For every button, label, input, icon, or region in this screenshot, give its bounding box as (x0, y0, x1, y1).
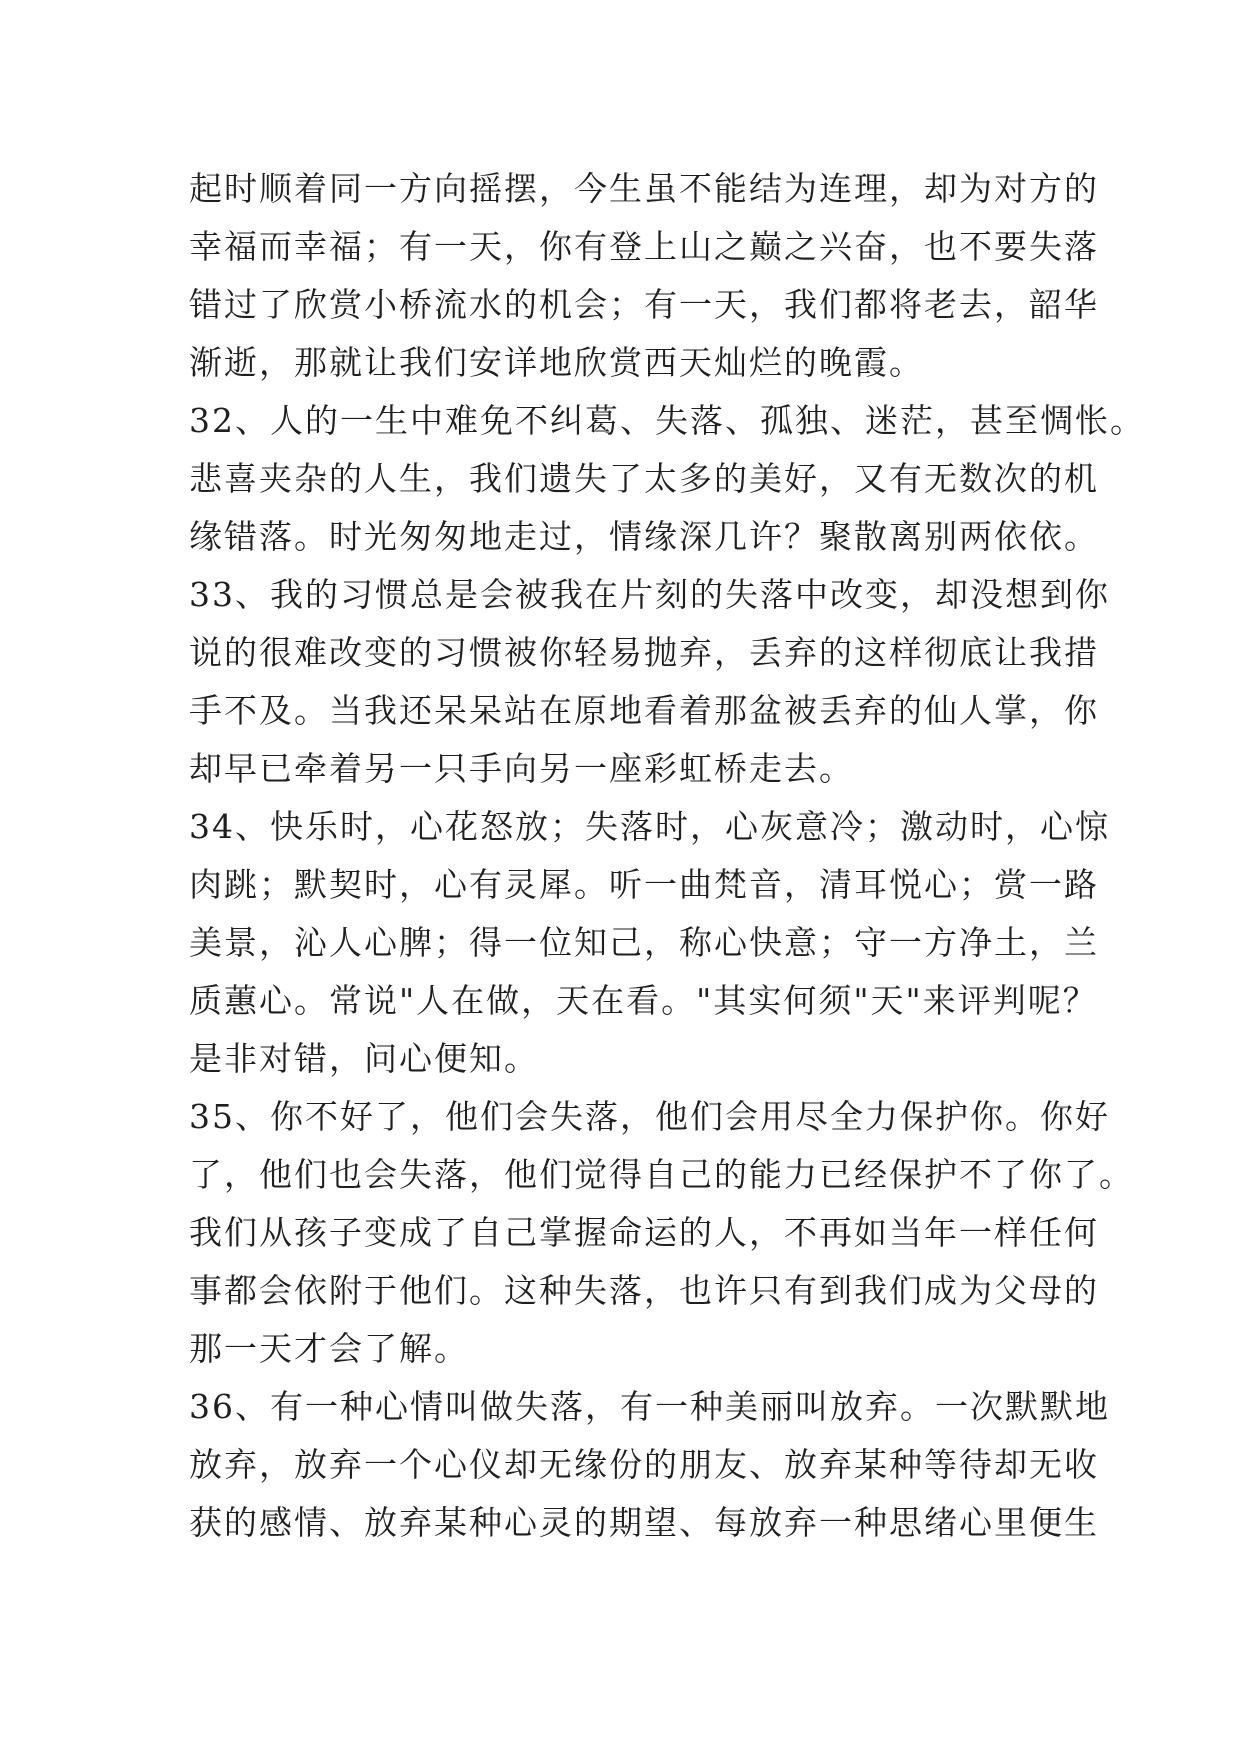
text-line: 那一天才会了解。 (189, 1329, 469, 1368)
text-line: 是非对错，问心便知。 (189, 1039, 539, 1078)
text-line: 32、人的一生中难免不纠葛、失落、孤独、迷茫，甚至惆怅。 (189, 401, 1145, 440)
text-line: 说的很难改变的习惯被你轻易抛弃，丢弃的这样彻底让我措 (189, 633, 1099, 672)
text-line: 却早已牵着另一只手向另一座彩虹桥走去。 (189, 749, 854, 788)
text-line: 获的感情、放弃某种心灵的期望、每放弃一种思绪心里便生 (189, 1503, 1099, 1542)
text-line: 34、快乐时，心花怒放；失落时，心灰意冷；激动时，心惊 (189, 807, 1110, 846)
text-line: 质蕙心。常说"人在做，天在看。"其实何须"天"来评判呢？ (189, 981, 1098, 1020)
text-line: 美景，沁人心脾；得一位知己，称心快意；守一方净土，兰 (189, 923, 1099, 962)
text-line: 我们从孩子变成了自己掌握命运的人，不再如当年一样任何 (189, 1213, 1099, 1252)
text-line: 放弃，放弃一个心仪却无缘份的朋友、放弃某种等待却无收 (189, 1445, 1099, 1484)
text-line: 错过了欣赏小桥流水的机会；有一天，我们都将老去，韶华 (189, 285, 1099, 324)
document-body (189, 160, 1145, 1552)
text-line: 缘错落。时光匆匆地走过，情缘深几许？聚散离别两依依。 (189, 517, 1099, 556)
text-line: 幸福而幸福；有一天，你有登上山之巅之兴奋，也不要失落 (189, 227, 1099, 266)
text-line: 悲喜夹杂的人生，我们遗失了太多的美好，又有无数次的机 (189, 459, 1099, 498)
text-line: 36、有一种心情叫做失落，有一种美丽叫放弃。一次默默地 (189, 1387, 1110, 1426)
text-line: 渐逝，那就让我们安详地欣赏西天灿烂的晚霞。 (189, 343, 924, 382)
text-line: 35、你不好了，他们会失落，他们会用尽全力保护你。你好 (189, 1097, 1110, 1136)
text-line: 肉跳；默契时，心有灵犀。听一曲梵音，清耳悦心；赏一路 (189, 865, 1099, 904)
text-line: 手不及。当我还呆呆站在原地看着那盆被丢弃的仙人掌，你 (189, 691, 1099, 730)
text-line: 事都会依附于他们。这种失落，也许只有到我们成为父母的 (189, 1271, 1099, 1310)
text-line: 起时顺着同一方向摇摆，今生虽不能结为连理，却为对方的 (189, 169, 1099, 208)
text-line: 33、我的习惯总是会被我在片刻的失落中改变，却没想到你 (189, 575, 1110, 614)
text-line: 了，他们也会失落，他们觉得自己的能力已经保护不了你了。 (189, 1155, 1134, 1194)
